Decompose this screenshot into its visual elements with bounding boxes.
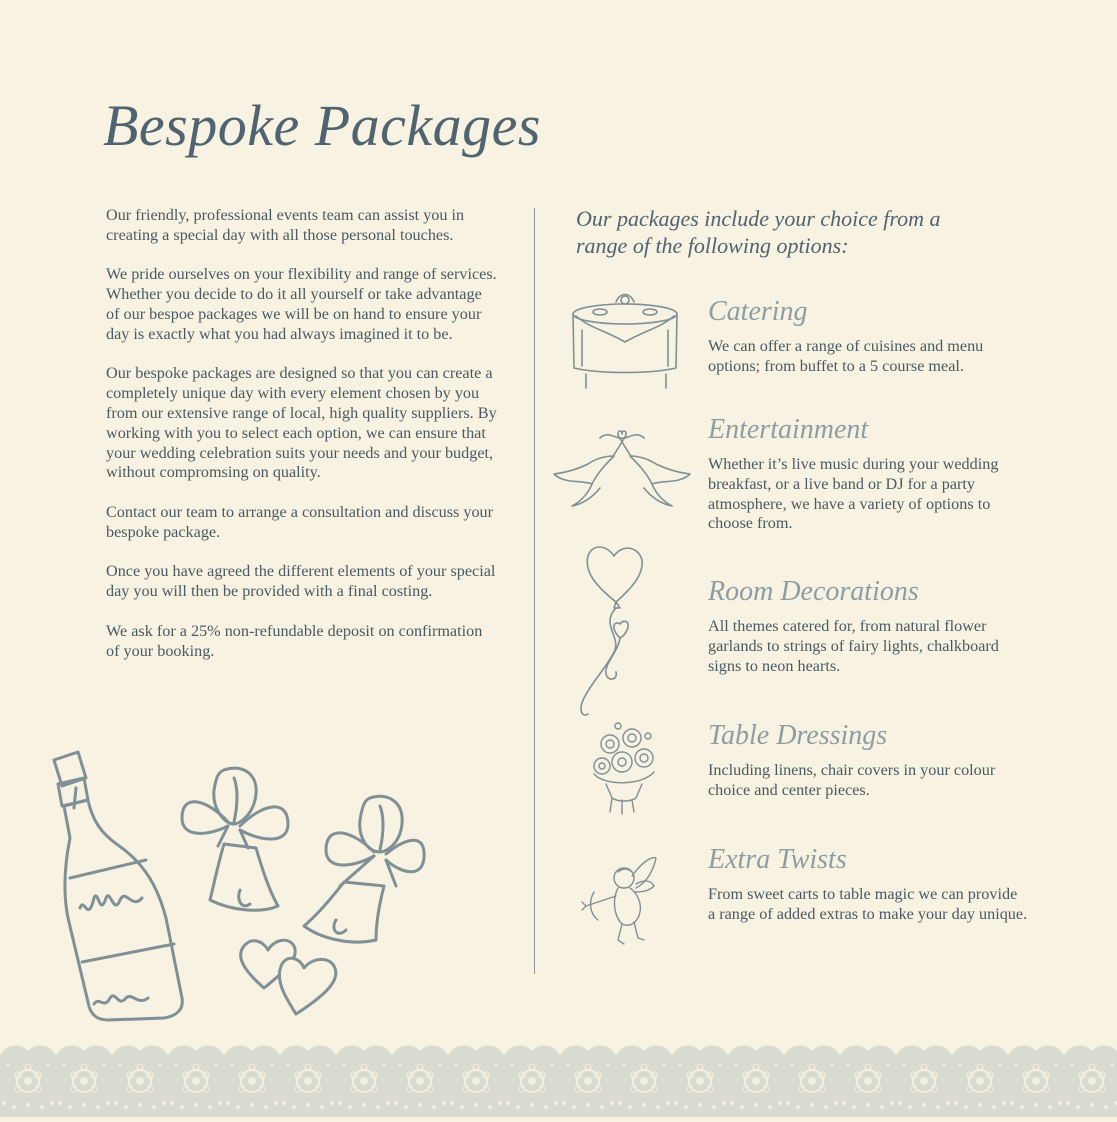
contact-paragraph: Contact our team to arrange a consultation and discuss your bespoke package. xyxy=(106,502,494,541)
option-description: Including linens, chair covers in your colour choice and center pieces. xyxy=(708,761,996,799)
lace-border xyxy=(0,1041,1117,1117)
page-title: Bespoke Packages xyxy=(103,93,541,158)
deposit-paragraph: We ask for a 25% non-refundable deposit on confirmation of your booking. xyxy=(106,621,483,660)
option-description: All themes catered for, from natural flower garlands to strings of fairy lights, chalkboard signs to neon hearts. xyxy=(708,617,999,675)
option-title: Entertainment xyxy=(708,414,869,445)
cupid-icon xyxy=(578,852,658,950)
option-catering xyxy=(708,295,1028,377)
services-paragraph: We pride ourselves on your flexibility and range of services. Whether you decide to do it all yourself or take advantage of our bespoe packages we will be on hand to ensure your day is exactly what you had always imagined it to be. xyxy=(106,265,497,343)
champagne-bottle-icon xyxy=(48,748,188,1024)
option-description: From sweet carts to table magic we can provide a range of added extras to make your day unique. xyxy=(708,885,1028,923)
wedding-bell-left-icon xyxy=(178,764,294,922)
option-table-dressings xyxy=(708,719,1028,801)
hearts-icon xyxy=(234,936,354,1018)
option-title: Catering xyxy=(708,296,808,327)
intro-text-column xyxy=(106,206,498,681)
option-extra-twists xyxy=(708,843,1028,925)
intro-paragraph: Our friendly, professional events team can assist you in creating a special day with all those personal touches. xyxy=(106,206,465,244)
option-title: Extra Twists xyxy=(708,844,847,875)
doves-icon xyxy=(552,428,692,510)
column-divider xyxy=(534,208,535,974)
option-title: Table Dressings xyxy=(708,720,888,751)
heart-balloon-icon xyxy=(574,542,648,720)
option-title: Room Decorations xyxy=(708,576,919,607)
dining-table-icon xyxy=(570,290,680,392)
bouquet-icon xyxy=(588,722,660,816)
option-description: Whether it’s live music during your wedding breakfast, or a live band or DJ for a party atmosphere, we have a variety of options to choose from. xyxy=(708,455,999,533)
option-room-decorations xyxy=(708,575,1028,676)
options-intro: Our packages include your choice from a range of the following options: xyxy=(576,206,941,258)
costing-paragraph: Once you have agreed the different elements of your special day you will then be provided with a final costing. xyxy=(106,562,496,601)
packages-paragraph: Our bespoke packages are designed so that you can create a completely unique day with every element chosen by you from our extensive range of local, high quality suppliers. By working with you to select each option, we can ensure that your wedding celebration suits your needs and your budget, without compromsing on quality. xyxy=(106,364,497,482)
wedding-bell-right-icon xyxy=(300,790,430,948)
option-description: We can offer a range of cuisines and menu options; from buffet to a 5 course meal. xyxy=(708,337,984,375)
option-entertainment xyxy=(708,413,1028,534)
